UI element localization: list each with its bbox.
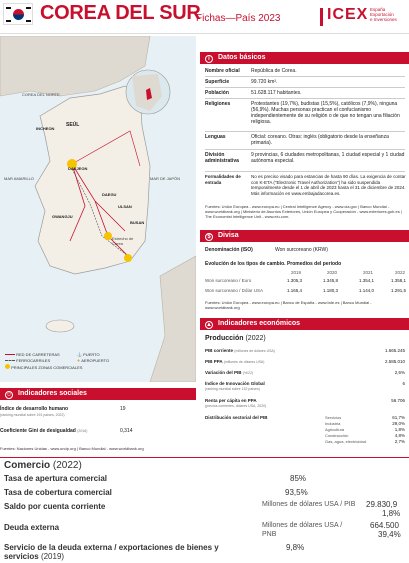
comercio-row-cobertura: Tasa de cobertura comercial [4, 488, 112, 497]
section-indicadores-sociales: ☺ Indicadores sociales [0, 388, 196, 400]
divisa-table: 2019 2020 2021 2022 Won surcoreano / Euro 1.305,3 1.345,8 1.354,1 1.358,1 Won surcoreano / Dólar USA 1.165,4 1.180,3 1.144,0 1.291,5 [205, 270, 407, 293]
comercio-row-servicio-deuda: Servicio de la deuda externa / exportaciones de bienes y servicios (2019) [4, 543, 219, 561]
map-label-yellow-sea: MAR AMARILLO [4, 176, 35, 181]
divisa-evol-title: Evolución de los tipos de cambio. Promedios del periodo [205, 261, 342, 267]
comercio-title: Comercio (2022) [4, 460, 82, 471]
produccion-title: Producción (2022) [205, 335, 266, 342]
section-datos-basicos: i Datos básicos [200, 52, 409, 64]
city-seoul: SEÚL [66, 122, 80, 128]
section-indicadores-economicos: ▲ Indicadores económicos [200, 318, 409, 330]
city-daegu: DAEGU [102, 192, 117, 197]
map-label-korea-strait: Estrecho de Corea [112, 236, 134, 246]
sociales-table: Índice de desarrollo humano (ranking mundial sobre 191 países, 2022) 19 Coeficiente Gini de desigualdad (2016) 0,314 [0, 406, 133, 434]
south-korea-flag-icon [3, 3, 33, 25]
comercio-row-apertura: Tasa de apertura comercial [4, 474, 108, 483]
section-comercio: Comercio (2022) Tasa de apertura comercial 85% Tasa de cobertura comercial 93,5% Saldo por cuenta corriente Millones de dólares USA / PIB 29.830,9 1,8% Deuda externa Millones de dólares USA / PNB 664.500 39,4% Servicio de la deuda externa / exportaciones de bienes y servicios (2019) 9,8% [0, 457, 409, 563]
map-label-north-korea: COREA DEL NORTE [22, 92, 60, 97]
city-busan: BUSAN [130, 220, 145, 225]
country-map: COREA DEL NORTE MAR AMARILLO MAR DE JAPÓN Estrecho de Corea INCHEON SEÚL DAEJEON DAEGU ULSAN GWANGJU BUSAN RED DE CARRETERAS FERROCARRILES PRINCIPALES ZONAS COMERCIALES ⚓ PUERTO ✈ AEROPUERTO [0, 36, 196, 382]
page-header [0, 0, 409, 34]
section-divisa: $ Divisa [200, 230, 409, 242]
sociales-sources: Fuentes: Naciones Unidas - www.undp.org | Banco Mundial - www.worldbank.org [0, 446, 144, 451]
divisa-sources: Fuentes: Unión Europea - www.europa.eu | Banco de España - www.bde.es | Banco Mundial - www.worldbank.org [205, 300, 372, 310]
comercio-row-deuda: Deuda externa [4, 523, 60, 532]
icex-logo-subtitle: España Exportación e Inversiones [370, 7, 397, 22]
city-daejeon: DAEJEON [68, 166, 88, 171]
icex-logo-bar [320, 8, 323, 26]
city-gwangju: GWANGJU [52, 214, 73, 219]
datos-sources: Fuentes: Unión Europea - www.europa.eu | Central Intelligence Agency - www.cia.gov | Banco Mundial - www.worldbank.org | Ministerio de Asuntos Exteriores, Unión Europea y Cooperación - www.exteriores.gob.es | The Economist Intelligence Unit - www.eiu.com. [205, 204, 402, 219]
city-incheon: INCHEON [36, 126, 55, 131]
economicos-table: PIB corriente (millones de dólares USA) 1.665.245 PIB PPA (millones de dólares USA) 2.585.010 Variación del PIB (%/22) 2,6% Índice de Innovación Global (ranking mundial sobre 132 países) 6 Renta per cápita en PPA (precios corrientes, dólares USA, 2020) 56.706 Distribución sectorial del PIB Servicios 61,7% Industria 29,0% Agricultura 1,8% Construcción 4,8% Gas, agua, electricidad 2,7% [205, 348, 405, 444]
comercio-row-saldo: Saldo por cuenta corriente [4, 502, 106, 511]
city-ulsan: ULSAN [118, 204, 132, 209]
page-subtitle: Fichas—País 2023 [196, 13, 281, 24]
map-label-sea-of-japan: MAR DE JAPÓN [150, 176, 181, 181]
icex-logo: ICEX [327, 6, 369, 23]
page-title: COREA DEL SUR [40, 2, 201, 24]
